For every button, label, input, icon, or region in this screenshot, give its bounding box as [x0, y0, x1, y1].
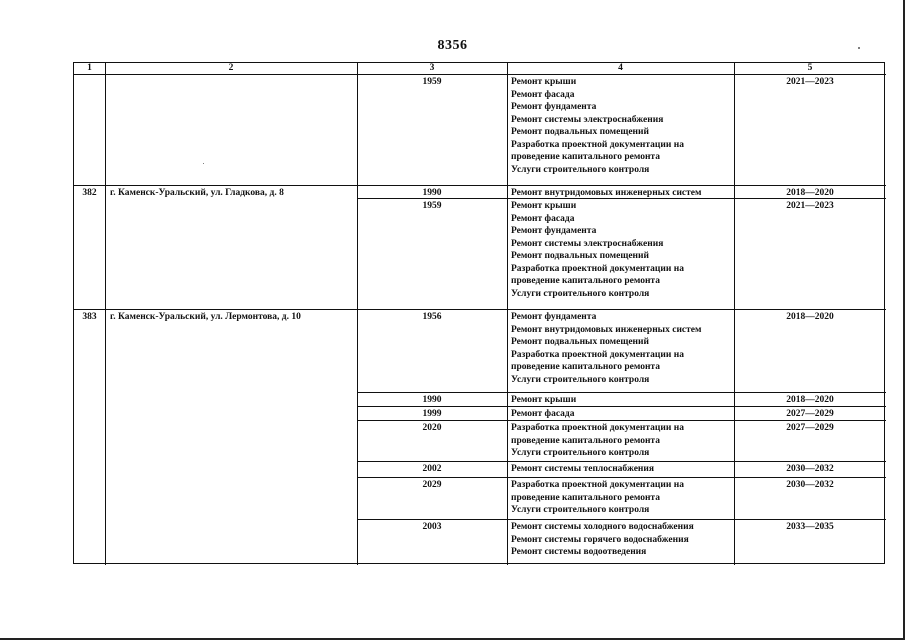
repair-work-item: Разработка проектной документации на [511, 423, 684, 433]
repair-period: 2021—2023 [786, 77, 834, 87]
repair-works-list [507, 422, 734, 461]
repair-work-item: Ремонт фундамента [511, 226, 597, 236]
header-divider [74, 74, 886, 75]
repair-work-item: Разработка проектной документации на [511, 480, 684, 490]
header-cell-2: 2 [228, 63, 234, 73]
building-address [105, 408, 357, 420]
repair-period: 2033—2035 [786, 522, 834, 532]
repair-work-item: проведение капитального ремонта [511, 435, 660, 446]
row-number [74, 521, 105, 565]
repair-works-list [507, 394, 734, 406]
row-number [74, 200, 105, 309]
commissioning-year: 2003 [422, 522, 442, 532]
repair-schedule-table [73, 62, 885, 564]
repair-work-item: проведение капитального ремонта [511, 492, 660, 503]
repair-work-item: Ремонт системы электроснабжения [511, 114, 664, 125]
repair-period: 2018—2020 [786, 188, 834, 198]
commissioning-year: 1990 [422, 395, 442, 405]
repair-work-item: Ремонт системы водоотведения [511, 547, 647, 557]
repair-work-item: Разработка проектной документации на [511, 263, 684, 274]
repair-work-item: Ремонт системы электроснабжения [511, 238, 664, 249]
repair-period: 2027—2029 [786, 409, 834, 419]
repair-works-list [507, 311, 734, 392]
row-divider [357, 519, 886, 520]
repair-period: 2030—2032 [786, 464, 834, 474]
row-number [74, 479, 105, 519]
repair-works-list [507, 463, 734, 477]
row-number [74, 463, 105, 477]
repair-work-item: Разработка проектной документации на [511, 139, 684, 150]
repair-work-item: Ремонт системы теплоснабжения [511, 464, 655, 474]
row-divider [74, 185, 886, 186]
repair-works-list [507, 479, 734, 519]
row-divider [74, 309, 886, 310]
row-number: 383 [82, 312, 97, 322]
repair-work-item: проведение капитального ремонта [511, 152, 660, 162]
repair-work-item: проведение капитального ремонта [511, 276, 660, 286]
commissioning-year: 2002 [422, 464, 442, 474]
repair-work-item: Ремонт системы холодного водоснабжения [511, 522, 694, 532]
commissioning-year: 1959 [422, 201, 442, 211]
building-address [105, 422, 357, 461]
row-number [74, 76, 105, 185]
commissioning-year: 2029 [422, 480, 442, 490]
repair-work-item: Ремонт фасада [511, 213, 575, 224]
building-address [105, 76, 357, 185]
header-cell-1: 1 [87, 63, 92, 73]
repair-period: 2021—2023 [786, 201, 834, 211]
building-address [105, 200, 357, 309]
repair-work-item: проведение капитального ремонта [511, 362, 660, 372]
repair-work-item: Ремонт фасада [511, 409, 575, 419]
repair-work-item: Услуги строительного контроля [511, 288, 650, 299]
repair-work-item: Разработка проектной документации на [511, 349, 684, 360]
header-cell-5: 5 [807, 63, 813, 73]
repair-work-item: Ремонт системы горячего водоснабжения [511, 534, 689, 545]
building-address: г. Каменск-Уральский, ул. Гладкова, д. 8 [110, 188, 284, 198]
row-number [74, 422, 105, 461]
repair-period: 2027—2029 [786, 423, 834, 433]
repair-work-item: Ремонт фундамента [511, 312, 597, 322]
commissioning-year: 1999 [422, 409, 442, 419]
commissioning-year: 1959 [422, 77, 442, 87]
repair-works-list [507, 200, 734, 309]
building-address [105, 479, 357, 519]
repair-work-item: Услуги строительного контроля [511, 505, 650, 515]
page-number: 8356 [437, 38, 468, 53]
repair-work-item: Ремонт подвальных помещений [511, 251, 649, 261]
repair-work-item: Ремонт крыши [511, 201, 577, 211]
repair-work-item: Ремонт подвальных помещений [511, 337, 649, 347]
building-address: г. Каменск-Уральский, ул. Лермонтова, д. 10 [110, 312, 301, 322]
repair-work-item: Услуги строительного контроля [511, 448, 650, 458]
row-number [74, 394, 105, 406]
repair-work-item: Ремонт подвальных помещений [511, 127, 649, 137]
row-number: 382 [82, 188, 97, 198]
repair-work-item: Ремонт внутридомовых инженерных систем [511, 188, 702, 198]
building-address [105, 394, 357, 406]
row-divider [357, 392, 886, 393]
repair-works-list [507, 408, 734, 420]
repair-work-item: Ремонт фасада [511, 89, 575, 100]
row-divider [357, 477, 886, 478]
repair-work-item: Ремонт внутридомовых инженерных систем [511, 324, 702, 335]
repair-works-list [507, 521, 734, 565]
commissioning-year: 1956 [422, 312, 442, 322]
repair-work-item: Ремонт фундамента [511, 102, 597, 112]
header-cell-3: 3 [429, 63, 435, 73]
commissioning-year: 1990 [422, 188, 442, 198]
repair-period: 2030—2032 [786, 480, 834, 490]
building-address [105, 521, 357, 565]
repair-period: 2018—2020 [786, 395, 834, 405]
building-address [105, 463, 357, 477]
commissioning-year: 2020 [422, 423, 442, 433]
repair-work-item: Услуги строительного контроля [511, 374, 650, 385]
header-cell-4: 4 [618, 63, 623, 73]
repair-work-item: Ремонт крыши [511, 395, 577, 405]
row-number [74, 408, 105, 420]
repair-works-list [507, 187, 734, 198]
repair-work-item: Ремонт крыши [511, 77, 577, 87]
repair-period: 2018—2020 [786, 312, 834, 322]
repair-works-list [507, 76, 734, 185]
repair-work-item: Услуги строительного контроля [511, 164, 650, 175]
row-divider [357, 461, 886, 462]
